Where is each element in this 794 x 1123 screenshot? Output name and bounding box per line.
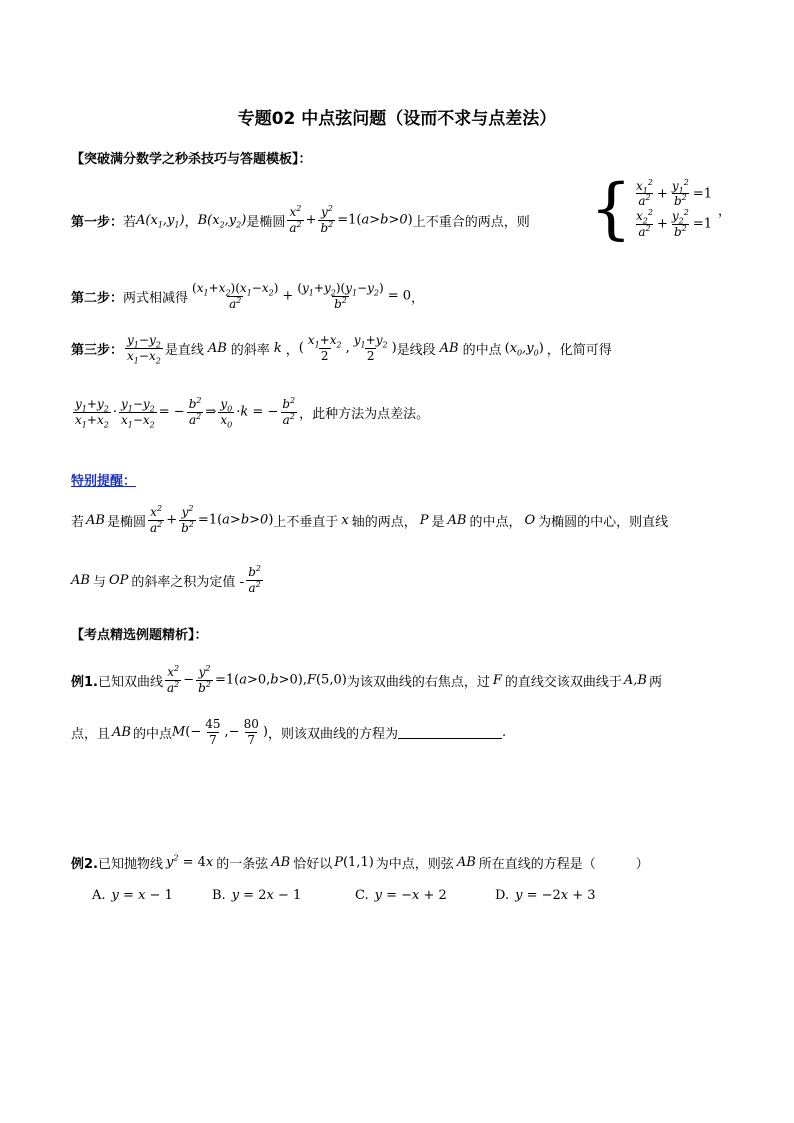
example-2-line-1: 例2. 已知抛物线 $y^2 = 4x$ 的一条弦 AB 恰好以 P(1,1) 为中点，则弦 AB 所在直线的方程是（ ） [71,853,649,872]
example-2-text: 已知抛物线 [97,856,163,872]
step-2 [71,278,424,314]
reminder-text: 是椭圆 [106,514,146,530]
reminder-text: 上不垂直于 [273,514,339,530]
example-2-text: 的一条弦 [216,856,269,872]
option-a[interactable]: A. y = x − 1 [92,887,173,903]
example-1-line-2: 点，且 AB 的中点 M(− $\frac{45}{7}$ ,− $\frac{80}{7}$ ) ，则该双曲线的方程为 . [71,716,507,747]
reminder-header: 特别提醒： [71,474,137,489]
step-3-text: ，此种方法为点差法。 [299,406,430,422]
reminder-text: 为椭圆的中心，则直线 [538,514,669,530]
reminder-line-2: AB 与 OP 的斜率之积为定值 - $\frac{b^2}{a^2}$ [71,563,261,595]
section-header-examples: 【考点精选例题精析】： [71,628,208,643]
step-3-text: 的斜率 [230,342,270,358]
formula-parabola: $y^2 = 4x$ [166,853,214,870]
formula-system: { $\frac{x_1^2}{a^2}$ + $\frac{y_1^2}{b^2}$ =1 $\frac{x_2^2}{a^2}$ + $\frac{y_2^2}{b^2}$ =1 ， [590,170,732,247]
example-1-text: 已知双曲线 [97,674,163,690]
formula-point-a: $A(x_1,y_1)$ [136,212,185,230]
example-1-text: 的直线交该双曲线于 [504,674,622,690]
option-c[interactable]: C. y = −x + 2 [355,887,447,903]
example-1-text: 为该双曲线的右焦点，过 [346,674,490,690]
option-d-label: D. [495,887,510,903]
answer-blank[interactable] [398,726,502,739]
example-2-text: 为中点，则弦 [375,856,454,872]
step-1-text: 若 [123,214,137,230]
reminder-text: 与 [92,574,106,590]
example-1-label: 例1. [71,674,98,690]
section-header-techniques: 【突破满分数学之秒杀技巧与答题模板】： [71,152,312,167]
left-brace: { [590,170,632,247]
step-3-text: ， [285,342,299,358]
example-2-text: ） [635,856,649,872]
option-d[interactable]: D. y = −2x + 3 [495,887,596,903]
reminder-text: 若 [71,514,85,530]
page-title: 专题02 中点弦问题（设而不求与点差法） [237,109,557,129]
example-1-text: . [501,724,507,740]
step-3: 第三步： $\frac{y_1-y_2}{x_1-x_2}$ 是直线 AB 的斜率 k ， ( $\frac{x_1+x_2}{2}$ , $\frac{y_1+y_2}{2}$ ) 是线段 AB 的中点 $(x_0,y_0)$ ，化简可得 [71,332,612,365]
step-3-text: 是线段 [396,342,436,358]
example-2-label: 例2. [71,856,98,872]
option-c-label: C. [355,887,369,903]
option-b[interactable]: B. y = 2x − 1 [212,887,302,903]
formula-midpoint-m: M(− $\frac{45}{7}$ ,− $\frac{80}{7}$ ) [171,716,268,747]
example-1-line-1: 例1. 已知双曲线 $\frac{x^2}{a^2}$ − $\frac{y^2}{b^2}$ =1(a>0,b>0),F(5,0) 为该双曲线的右焦点，过 F 的直线交该双曲线于 A,B 两 [71,663,662,695]
step-2-text: ， [410,290,424,306]
step-1 [71,190,530,250]
formula-difference: $\frac{(x_1+x_2)(x_1-x_2)}{a^2}$ + $\frac{(y_1+y_2)(y_1-y_2)}{b^2}$ = 0 [192,280,411,311]
reminder-line-1: 若 AB 是椭圆 $\frac{x^2}{a^2}$ + $\frac{y^2}{b^2}$ =1(a>b>0) 上不垂直于 x 轴的两点， P 是 AB 的中点， O 为椭圆的中心，则直线 [71,503,669,535]
option-a-label: A. [92,887,106,903]
step-2-text: 两式相减得 [123,290,189,306]
step-1-text: 是椭圆 [246,214,286,230]
reminder-text: 的斜率之积为定值 - [131,574,245,590]
step-3-label: 第三步： [71,342,124,358]
formula-point-difference-result: $\frac{y_1+y_2}{x_1+x_2}$ · $\frac{y_1-y_2}{x_1-x_2}$ = − $\frac{b^2}{a^2}$ ⇒ $\frac{y_0}{x_0}$ ·k = − $\frac{b^2}{a^2}$ [75,395,296,429]
reminder-text: 轴的两点， [351,514,417,530]
step-1-text: 上不重合的两点，则 [412,214,530,230]
formula-point-b: $B(x_2,y_2)$ [197,212,247,230]
formula-hyperbola: $\frac{x^2}{a^2}$ − $\frac{y^2}{b^2}$ =1(a>0,b>0),F(5,0) [167,663,347,695]
formula-midpoint: ( $\frac{x_1+x_2}{2}$ , $\frac{y_1+y_2}{2}$ ) [298,332,397,363]
example-2-text: 恰好以 [293,856,333,872]
step-1-text: ， [718,203,732,219]
step-1-text: ， [184,214,198,230]
reminder-text: 的中点， [469,514,522,530]
formula-ellipse: $\frac{x^2}{a^2}$ + $\frac{y^2}{b^2}$ =1(a>b>0) [289,203,413,235]
example-1-text: ，则该双曲线的方程为 [267,726,398,742]
option-b-label: B. [212,887,226,903]
formula-slope: $\frac{y_1-y_2}{x_1-x_2}$ [127,332,161,365]
step-2-label: 第二步： [71,290,124,306]
step-3-text: 是直线 [164,342,204,358]
step-3-text: 的中点 [462,342,502,358]
step-3-result [71,392,429,432]
example-1-text: 的中点 [132,726,172,742]
step-1-label: 第一步： [71,214,124,230]
example-1-text: 两 [648,674,662,690]
step-3-text: ，化简可得 [546,342,612,358]
reminder-text: 是 [431,514,445,530]
example-1-text: 点，且 [71,726,111,742]
example-2-text: 所在直线的方程是（ [478,856,596,872]
